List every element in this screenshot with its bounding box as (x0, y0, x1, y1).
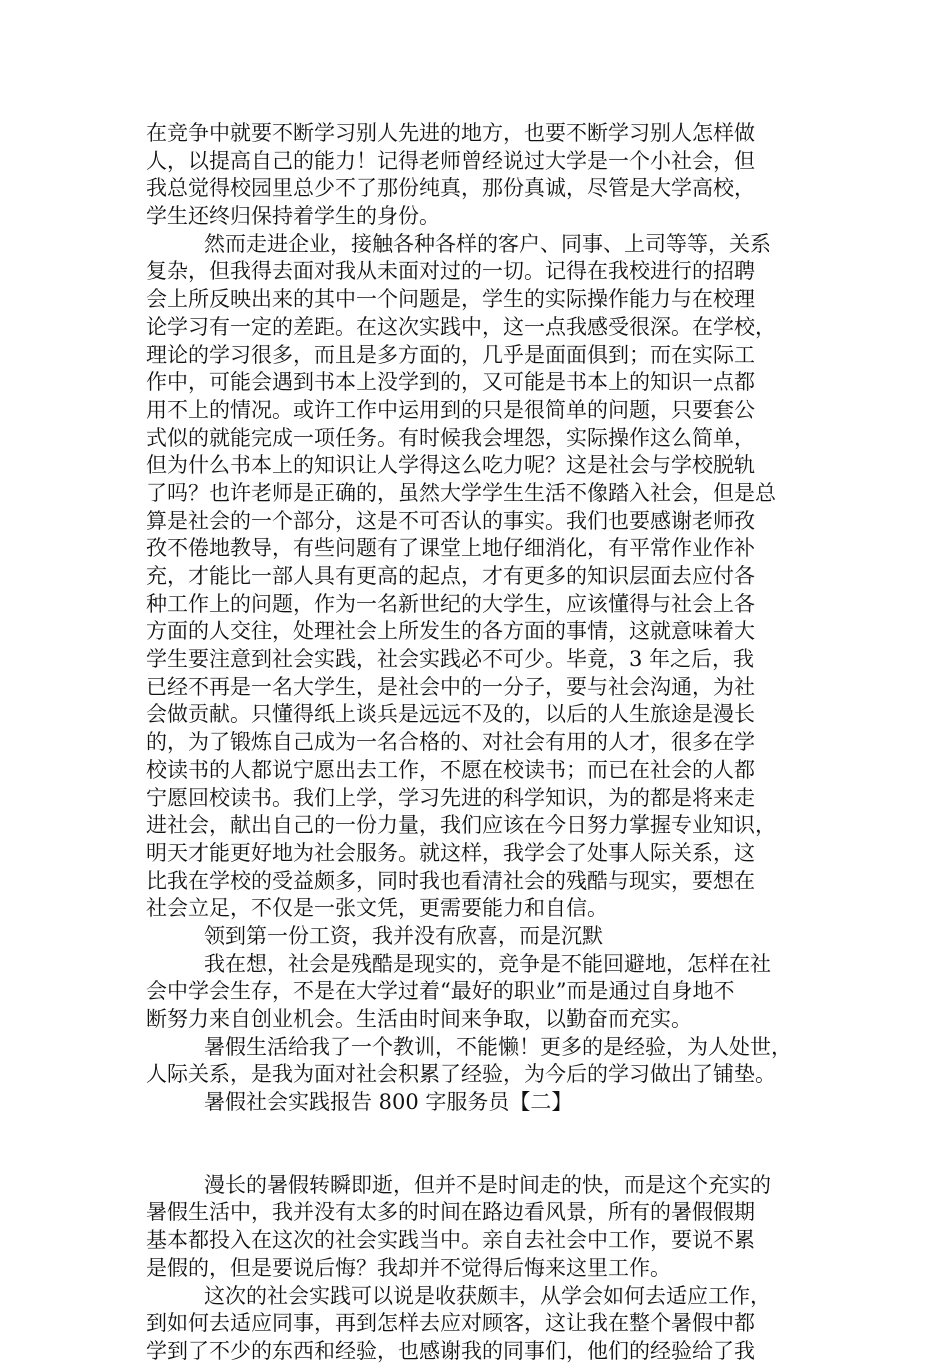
text-line: 人，以提高自己的能力！记得老师曾经说过大学是一个小社会，但 (146, 148, 755, 173)
text-line: 进社会，献出自己的一份力量，我们应该在今日努力掌握专业知识， (146, 813, 776, 838)
section-heading (146, 1089, 806, 1117)
text-line: 会上所反映出来的其中一个问题是，学生的实际操作能力与在校理 (146, 287, 755, 312)
text-line: 方面的人交往，处理社会上所发生的各方面的事情，这就意味着大 (146, 619, 755, 644)
text-line: 作中，可能会遇到书本上没学到的，又可能是书本上的知识一点都 (146, 370, 755, 395)
text-line: 会做贡献。只懂得纸上谈兵是远远不及的，以后的人生旅途是漫长 (146, 702, 755, 727)
text-line: 人际关系，是我为面对社会积累了经验，为今后的学习做出了铺垫。 (146, 1062, 776, 1087)
text-line: 基本都投入在这次的社会实践当中。亲自去社会中工作，要说不累 (146, 1228, 755, 1253)
text-line: 我总觉得校园里总少不了那份纯真，那份真诚，尽管是大学高校， (146, 176, 755, 201)
text-line: 这次的社会实践可以说是收获颇丰，从学会如何去适应工作， (204, 1283, 771, 1308)
paragraph (146, 1283, 806, 1366)
paragraph (146, 923, 806, 951)
text-line: 已经不再是一名大学生，是社会中的一分子，要与社会沟通，为社 (146, 674, 755, 699)
paragraph (146, 1034, 806, 1089)
text-line: 暑假生活中，我并没有太多的时间在路边看风景，所有的暑假假期 (146, 1200, 755, 1225)
text-line: 复杂，但我得去面对我从未面对过的一切。记得在我校进行的招聘 (146, 259, 755, 284)
text-line: 漫长的暑假转瞬即逝，但并不是时间走的快，而是这个充实的 (204, 1172, 771, 1197)
text-line: 用不上的情况。或许工作中运用到的只是很简单的问题，只要套公 (146, 397, 755, 422)
text-line: 算是社会的一个部分，这是不可否认的事实。我们也要感谢老师孜 (146, 508, 755, 533)
text-line: 种工作上的问题，作为一名新世纪的大学生，应该懂得与社会上各 (146, 591, 755, 616)
text-line: 我在想，社会是残酷是现实的，竞争是不能回避地，怎样在社 (204, 951, 771, 976)
text-line: 社会立足，不仅是一张文凭，更需要能力和自信。 (146, 896, 608, 921)
text-line: 然而走进企业，接触各种各样的客户、同事、上司等等，关系 (204, 231, 771, 256)
text-line: 比我在学校的受益颇多，同时我也看清社会的残酷与现实，要想在 (146, 868, 755, 893)
text-line: 学生还终归保持着学生的身份。 (146, 204, 440, 229)
text-line: 领到第一份工资，我并没有欣喜，而是沉默 (204, 923, 603, 948)
text-line: 宁愿回校读书。我们上学，学习先进的科学知识，为的都是将来走 (146, 785, 755, 810)
text-line: 孜不倦地教导，有些问题有了课堂上地仔细消化，有平常作业作补 (146, 536, 755, 561)
blank-spacer (146, 1117, 806, 1172)
text-line: 会中学会生存，不是在大学过着“最好的职业”而是通过自身地不 (146, 979, 735, 1004)
text-line: 式似的就能完成一项任务。有时候我会埋怨，实际操作这么简单， (146, 425, 755, 450)
text-line: 的，为了锻炼自己成为一名合格的、对社会有用的人才，很多在学 (146, 730, 755, 755)
text-line: 论学习有一定的差距。在这次实践中，这一点我感受很深。在学校， (146, 314, 776, 339)
text-line: 理论的学习很多，而且是多方面的，几乎是面面俱到；而在实际工 (146, 342, 755, 367)
paragraph (146, 231, 806, 923)
text-line: 但为什么书本上的知识让人学得这么吃力呢？这是社会与学校脱轨 (146, 453, 755, 478)
text-line: 到如何去适应同事，再到怎样去应对顾客，这让我在整个暑假中都 (146, 1311, 755, 1336)
text-line: 学生要注意到社会实践，社会实践必不可少。毕竟，3 年之后，我 (146, 647, 755, 672)
paragraph (146, 120, 806, 231)
heading-text: 暑假社会实践报告 800 字服务员【二】 (204, 1090, 573, 1115)
text-line: 校读书的人都说宁愿出去工作，不愿在校读书；而已在社会的人都 (146, 757, 755, 782)
text-line: 学到了不少的东西和经验，也感谢我的同事们，他们的经验给了我 (146, 1338, 755, 1363)
text-line: 暑假生活给我了一个教训，不能懒！更多的是经验，为人处世， (204, 1034, 792, 1059)
text-line: 断努力来自创业机会。生活由时间来争取，以勤奋而充实。 (146, 1007, 692, 1031)
text-line: 在竞争中就要不断学习别人先进的地方，也要不断学习别人怎样做 (146, 121, 755, 145)
document-page (146, 120, 806, 1366)
text-line: 明天才能更好地为社会服务。就这样，我学会了处事人际关系，这 (146, 840, 755, 865)
paragraph (146, 1172, 806, 1283)
text-line: 充，才能比一部人具有更高的起点，才有更多的知识层面去应付各 (146, 564, 755, 588)
text-line: 是假的，但是要说后悔？我却并不觉得后悔来这里工作。 (146, 1255, 671, 1280)
text-line: 了吗？也许老师是正确的，虽然大学学生生活不像踏入社会，但是总 (146, 480, 776, 505)
paragraph (146, 951, 806, 1034)
